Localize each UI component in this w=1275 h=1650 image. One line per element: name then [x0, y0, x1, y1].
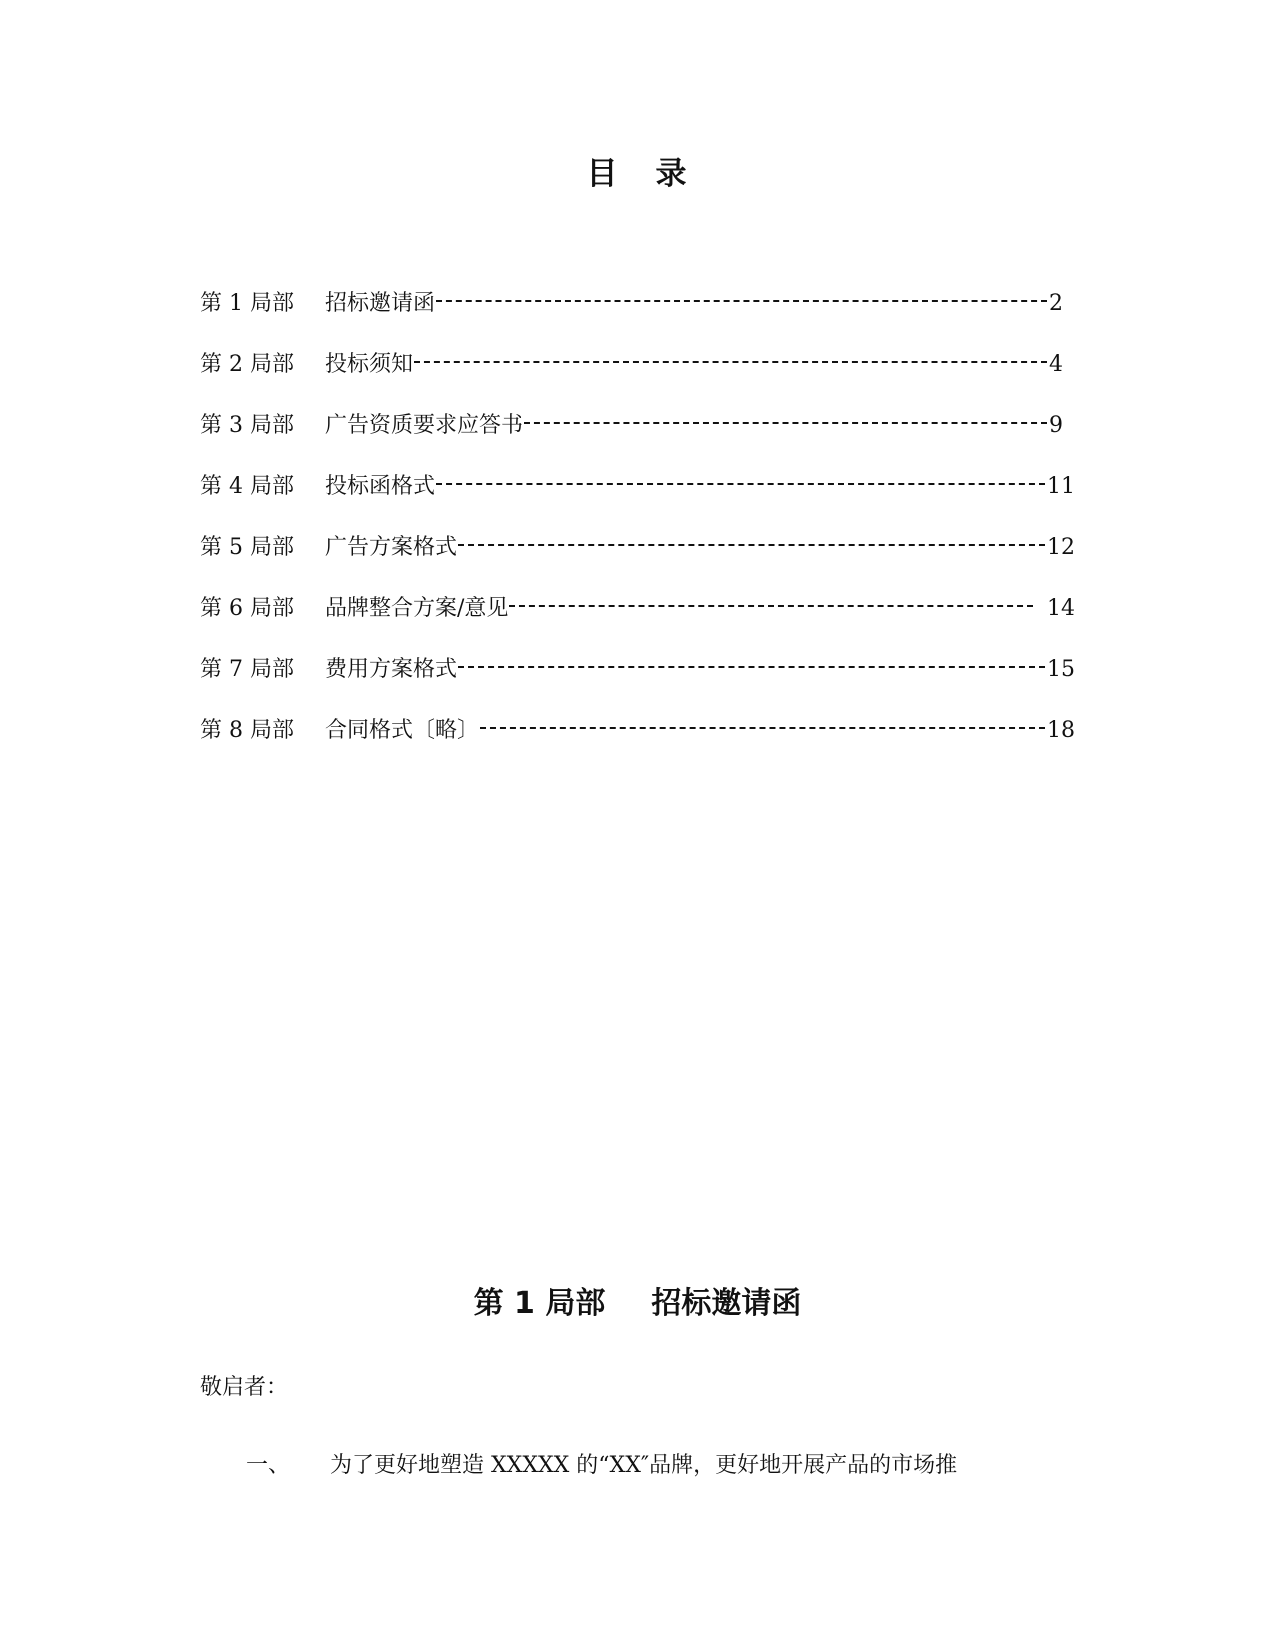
toc-entry-label: 投标须知: [325, 352, 414, 377]
toc-entry-7[interactable]: [200, 656, 1075, 717]
toc-entry-page: 18: [1047, 718, 1075, 743]
toc-entry-number: 第 3 局部: [200, 413, 294, 438]
toc-entry-number: 第 6 局部: [200, 596, 294, 621]
toc-entry-number: 第 2 局部: [200, 352, 294, 377]
toc-leader: [436, 300, 1047, 302]
toc-entry-label: 费用方案格式: [325, 657, 458, 682]
toc-entry-page: 9: [1049, 413, 1063, 438]
toc-title: [0, 148, 1275, 193]
toc-entry-3[interactable]: [200, 412, 1075, 473]
toc-entry-2[interactable]: [200, 351, 1075, 412]
toc-entry-page: 12: [1047, 535, 1075, 560]
toc-entry-number: 第 5 局部: [200, 535, 294, 560]
table-of-contents: [200, 290, 1075, 778]
toc-leader: [414, 361, 1047, 363]
paragraph-marker: 一、: [246, 1453, 291, 1478]
toc-entry-label: 广告资质要求应答书: [325, 413, 524, 438]
toc-title-char-2: 录: [655, 156, 689, 192]
toc-leader: [480, 727, 1045, 729]
toc-leader: [524, 422, 1047, 424]
toc-entry-5[interactable]: [200, 534, 1075, 595]
toc-entry-4[interactable]: [200, 473, 1075, 534]
toc-entry-page: 4: [1049, 352, 1063, 377]
toc-entry-number: 第 8 局部: [200, 718, 294, 743]
toc-entry-number: 第 7 局部: [200, 657, 294, 682]
toc-entry-page: 11: [1047, 474, 1075, 499]
toc-entry-number: 第 1 局部: [200, 291, 294, 316]
section-title: 招标邀请函: [651, 1286, 802, 1321]
section-number: 第 1 局部: [473, 1286, 606, 1321]
paragraph-text: 为了更好地塑造 XXXXX 的“XX″品牌，更好地开展产品的市场推: [330, 1453, 958, 1478]
greeting: 敬启者：: [200, 1375, 289, 1400]
paragraph-1: [246, 1448, 1086, 1479]
toc-entry-page: 15: [1047, 657, 1075, 682]
toc-entry-label: 广告方案格式: [325, 535, 458, 560]
toc-title-char-1: 目: [586, 156, 620, 192]
toc-leader: [458, 544, 1045, 546]
toc-entry-label: 投标函格式: [325, 474, 436, 499]
toc-leader: [436, 483, 1045, 485]
toc-entry-number: 第 4 局部: [200, 474, 294, 499]
toc-entry-page: 2: [1049, 291, 1063, 316]
toc-entry-label: 招标邀请函: [325, 291, 436, 316]
toc-entry-label: 合同格式〔略〕: [325, 718, 480, 743]
toc-entry-1[interactable]: [200, 290, 1075, 351]
toc-entry-page: 14: [1047, 596, 1075, 621]
toc-leader: [458, 666, 1045, 668]
toc-entry-8[interactable]: [200, 717, 1075, 778]
toc-entry-6[interactable]: [200, 595, 1075, 656]
section-heading: [0, 1278, 1275, 1322]
toc-entry-label: 品牌整合方案/意见: [325, 596, 509, 621]
toc-leader: [509, 605, 1033, 607]
